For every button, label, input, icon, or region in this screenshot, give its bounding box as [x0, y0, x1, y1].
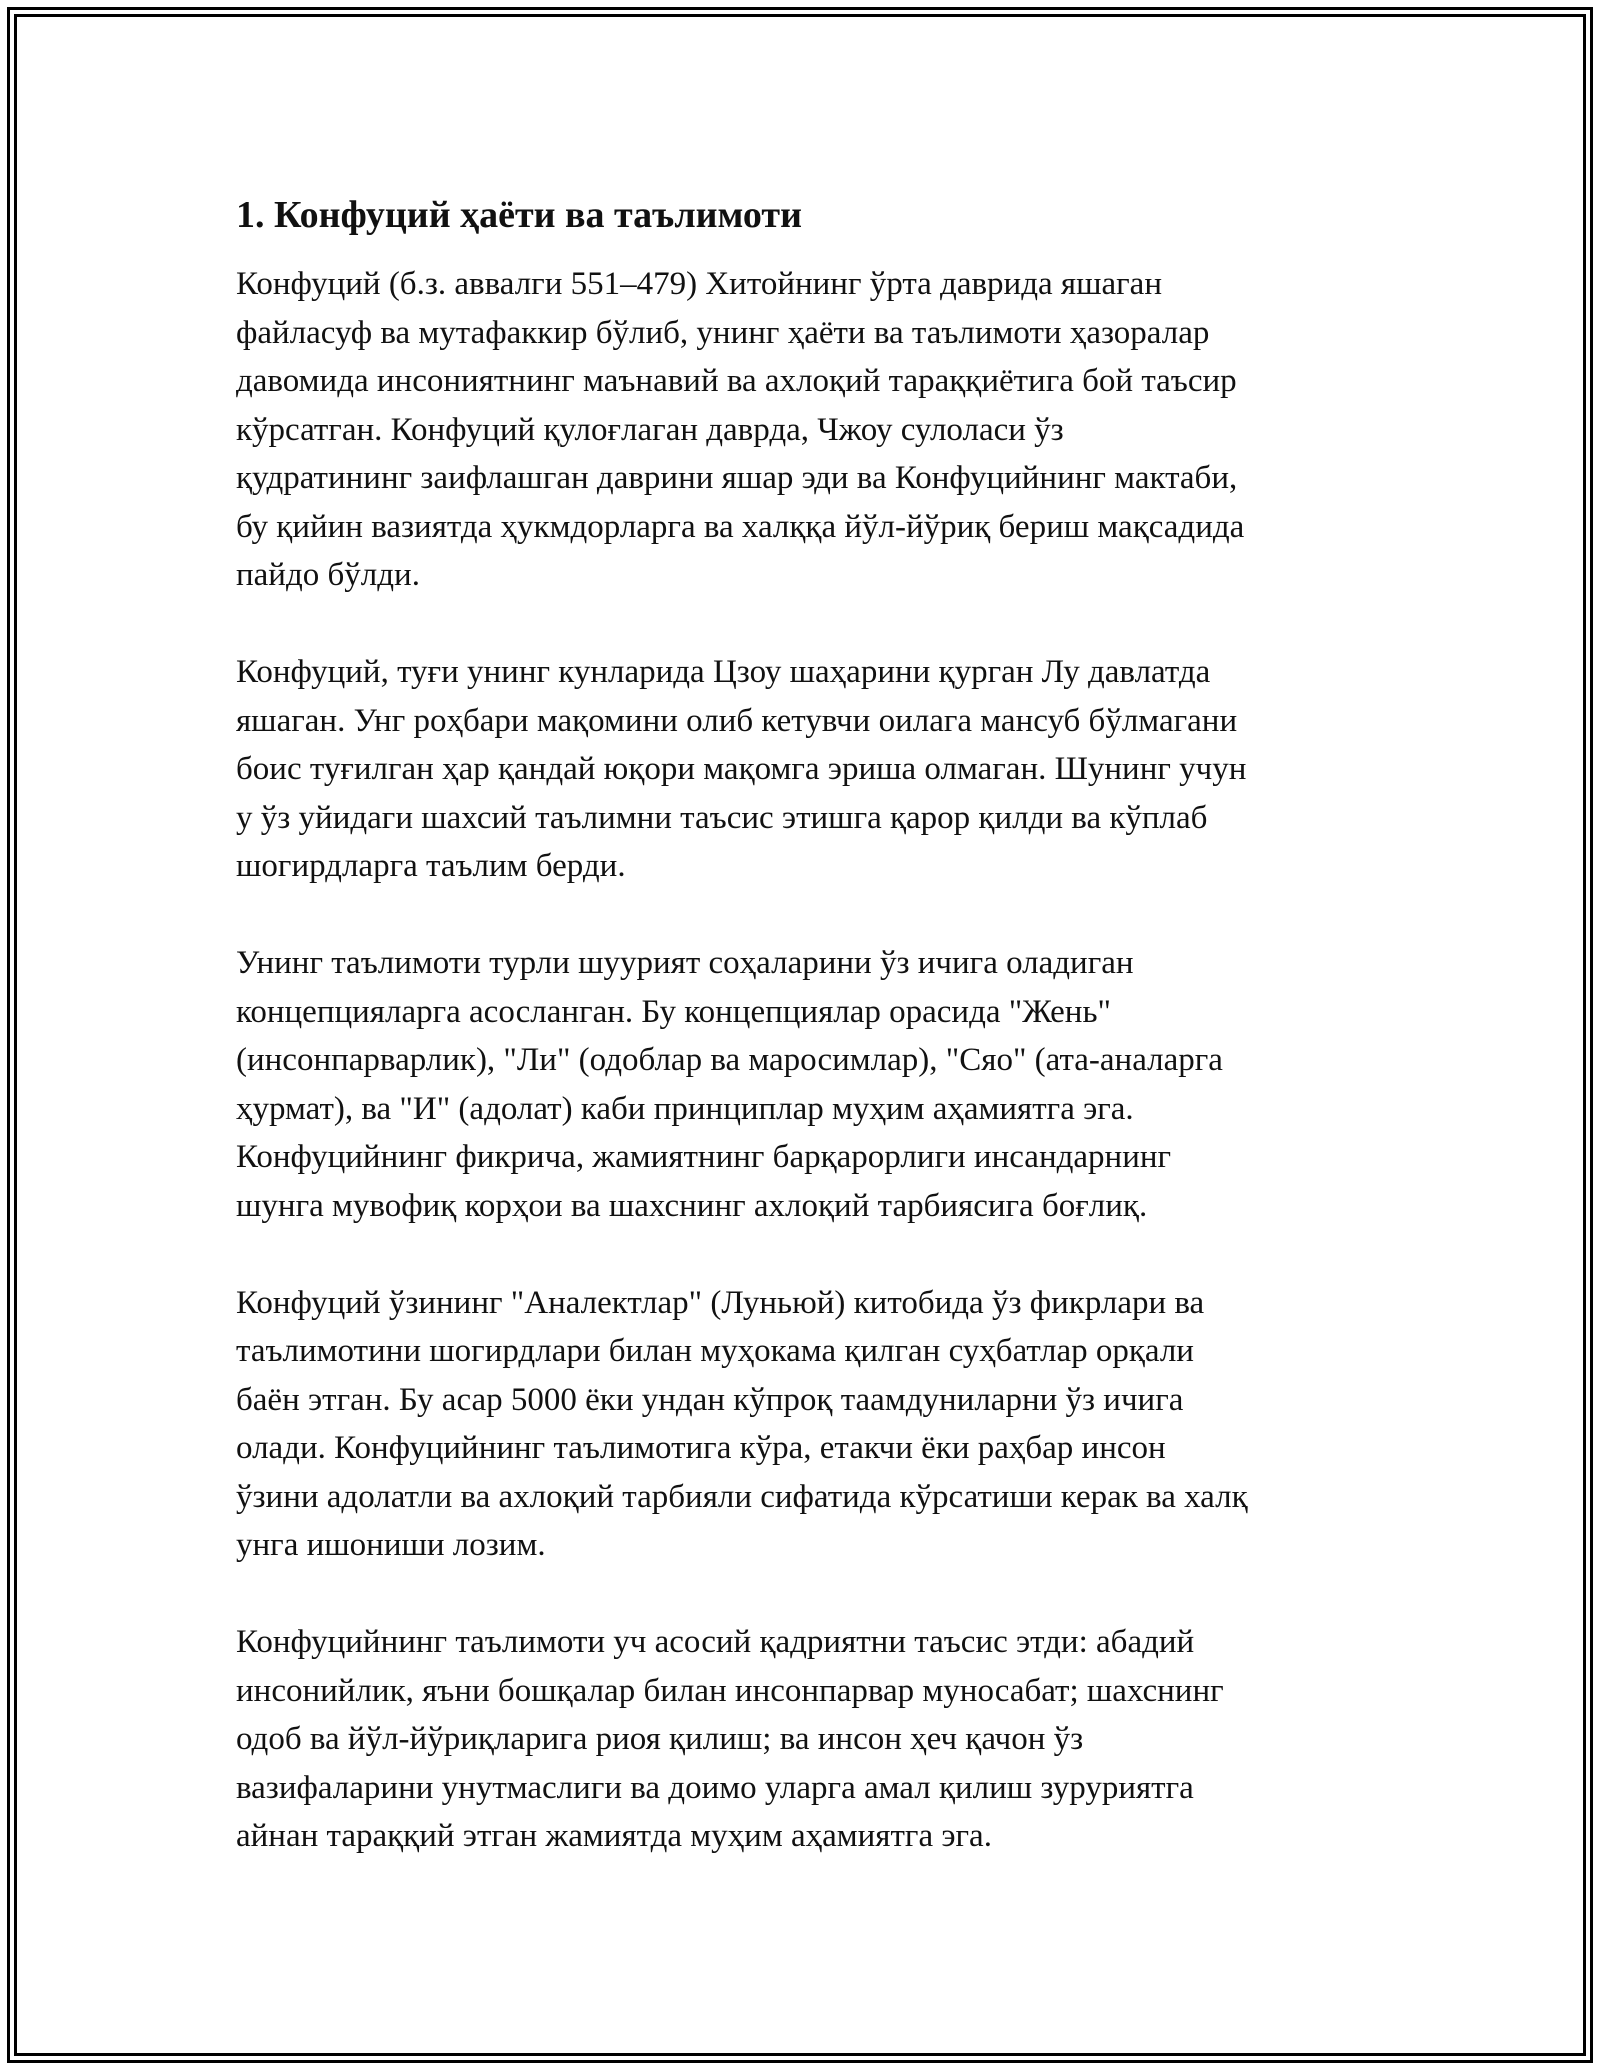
text-line: ҳурмат), ва "И" (адолат) каби принциплар муҳим аҳамиятга эга. — [236, 1090, 1134, 1127]
text-line: у ўз уйидаги шахсий таълимни таъсис этишга қарор қилди ва кўплаб — [236, 799, 1208, 836]
text-line: концепцияларга асосланган. Бу концепциялар орасида "Жень" — [236, 993, 1111, 1030]
text-line: Конфуцийнинг фикрича, жамиятнинг барқарорлиги инсандарнинг — [236, 1139, 1172, 1175]
paragraph-1 — [236, 260, 1386, 600]
text-line: (инсонпарварлик), "Ли" (одоблар ва маросимлар), "Сяо" (ата-аналарга — [236, 1042, 1223, 1078]
text-line: кўрсатган. Конфуций қулоғлаган даврда, Чжоу сулоласи ўз — [236, 411, 1064, 448]
document-body — [236, 190, 1386, 1909]
text-line: олади. Конфуцийнинг таълимотига кўра, етакчи ёки раҳбар инсон — [236, 1430, 1166, 1466]
paragraph-2 — [236, 648, 1386, 891]
text-line: Конфуций ўзининг "Аналектлар" (Луньюй) китобида ўз фикрлари ва — [236, 1284, 1205, 1321]
section-heading: 1. Конфуций ҳаёти ва таълимоти — [236, 194, 802, 236]
text-line: таълимотини шогирдлари билан муҳокама қилган суҳбатлар орқали — [236, 1333, 1194, 1369]
text-line: файласуф ва мутафаккир бўлиб, унинг ҳаёти ва таълимоти ҳазоралар — [236, 314, 1210, 351]
text-line: шогирдларга таълим берди. — [236, 848, 626, 884]
text-line: ўзини адолатли ва ахлоқий тарбияли сифатида кўрсатиши керак ва халқ — [236, 1478, 1248, 1515]
text-line: вазифаларини унутмаслиги ва доимо уларга амал қилиш зуруриятга — [236, 1769, 1194, 1806]
paragraph-4 — [236, 1279, 1386, 1570]
text-line: шунга мувофиқ корҳои ва шахснинг ахлоқий тарбиясига боғлиқ. — [236, 1187, 1148, 1224]
text-line: Конфуций, туғи унинг кунларида Цзоу шаҳарини қурган Лу давлатда — [236, 654, 1211, 690]
text-line: Конфуций (б.з. аввалги 551–479) Хитойнинг ўрта даврида яшаган — [236, 266, 1162, 302]
text-line: бу қийин вазиятда ҳукмдорларга ва халққа йўл-йўриқ бериш мақсадида — [236, 508, 1245, 545]
text-line: боис туғилган ҳар қандай юқори мақомга эриша олмаган. Шунинг учун — [236, 751, 1247, 787]
text-line: пайдо бўлди. — [236, 557, 420, 593]
text-line: Унинг таълимоти турли шуурият соҳаларини ўз ичига оладиган — [236, 945, 1134, 981]
text-line: унга ишониши лозим. — [236, 1527, 546, 1563]
text-line: давомида инсониятнинг маънавий ва ахлоқий тараққиётига бой таъсир — [236, 363, 1237, 399]
text-line: Конфуцийнинг таълимоти уч асосий қадриятни таъсис этди: абадий — [236, 1624, 1195, 1660]
text-line: инсонийлик, яъни бошқалар билан инсонпарвар муносабат; шахснинг — [236, 1672, 1224, 1709]
text-line: қудратининг заифлашган даврини яшар эди ва Конфуцийнинг мактаби, — [236, 460, 1238, 496]
paragraph-3 — [236, 939, 1386, 1230]
text-line: яшаган. Унг роҳбари мақомини олиб кетувчи оилага мансуб бўлмагани — [236, 702, 1238, 739]
paragraph-5 — [236, 1618, 1386, 1861]
text-line: одоб ва йўл-йўриқларига риоя қилиш; ва инсон ҳеч қачон ўз — [236, 1721, 1084, 1757]
text-line: баён этган. Бу асар 5000 ёки ундан кўпроқ таамдуниларни ўз ичига — [236, 1381, 1184, 1418]
text-line: айнан тараққий этган жамиятда муҳим аҳамиятга эга. — [236, 1818, 992, 1854]
